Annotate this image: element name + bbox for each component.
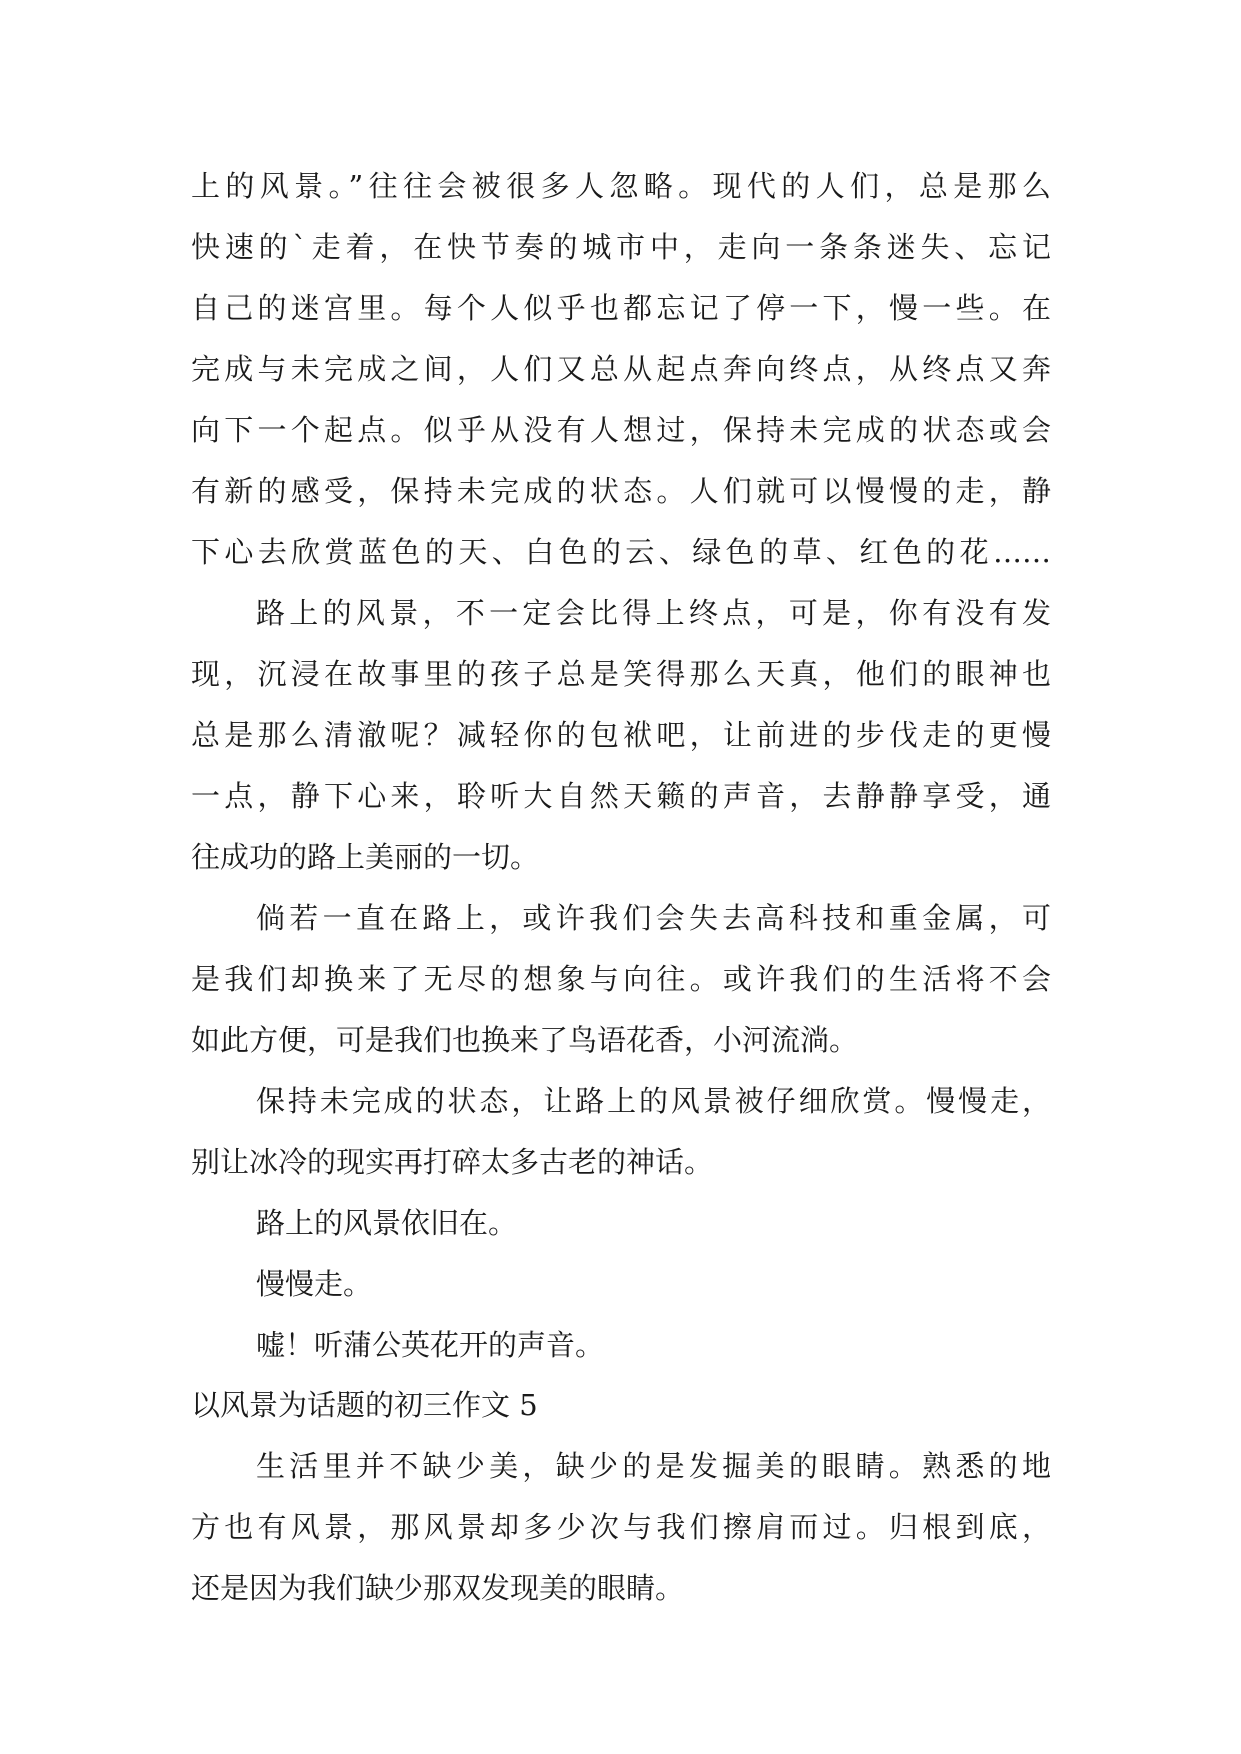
paragraph-first-line: 慢慢走。 bbox=[256, 1267, 373, 1301]
section-heading: 以风景为话题的初三作文 5 bbox=[191, 1388, 538, 1422]
text-line: 一点，静下心来，聆听大自然天籁的声音，去静静享受，通 bbox=[191, 779, 1051, 813]
text-line: 如此方便，可是我们也换来了鸟语花香，小河流淌。 bbox=[191, 1023, 859, 1057]
text-line: 往成功的路上美丽的一切。 bbox=[191, 840, 540, 874]
paragraph-first-line: 倘若一直在路上，或许我们会失去高科技和重金属，可 bbox=[256, 901, 1051, 935]
text-line: 还是因为我们缺少那双发现美的眼睛。 bbox=[191, 1571, 685, 1605]
text-line: 完成与未完成之间，人们又总从起点奔向终点，从终点又奔 bbox=[191, 352, 1051, 386]
text-line: 向下一个起点。似乎从没有人想过，保持未完成的状态或会 bbox=[191, 413, 1051, 447]
text-line: 别让冰冷的现实再打碎太多古老的神话。 bbox=[191, 1145, 714, 1179]
text-line: 有新的感受，保持未完成的状态。人们就可以慢慢的走，静 bbox=[191, 474, 1051, 508]
text-line: 下心去欣赏蓝色的天、白色的云、绿色的草、红色的花…… bbox=[191, 535, 1051, 569]
paragraph-first-line: 保持未完成的状态，让路上的风景被仔细欣赏。慢慢走， bbox=[256, 1084, 1051, 1118]
paragraph-first-line: 生活里并不缺少美，缺少的是发掘美的眼睛。熟悉的地 bbox=[256, 1449, 1051, 1483]
text-line: 总是那么清澈呢？减轻你的包袱吧，让前进的步伐走的更慢 bbox=[191, 718, 1051, 752]
paragraph-first-line: 路上的风景，不一定会比得上终点，可是，你有没有发 bbox=[256, 596, 1051, 630]
text-line: 上的风景。”往往会被很多人忽略。现代的人们，总是那么 bbox=[191, 169, 1051, 203]
text-line: 方也有风景，那风景却多少次与我们擦肩而过。归根到底， bbox=[191, 1510, 1051, 1544]
text-line: 自己的迷宫里。每个人似乎也都忘记了停一下，慢一些。在 bbox=[191, 291, 1051, 325]
paragraph-first-line: 嘘！听蒲公英花开的声音。 bbox=[256, 1328, 605, 1362]
paragraph-first-line: 路上的风景依旧在。 bbox=[256, 1206, 518, 1240]
text-line: 快速的`走着，在快节奏的城市中，走向一条条迷失、忘记 bbox=[191, 230, 1051, 264]
text-line: 是我们却换来了无尽的想象与向往。或许我们的生活将不会 bbox=[191, 962, 1051, 996]
text-line: 现，沉浸在故事里的孩子总是笑得那么天真，他们的眼神也 bbox=[191, 657, 1051, 691]
